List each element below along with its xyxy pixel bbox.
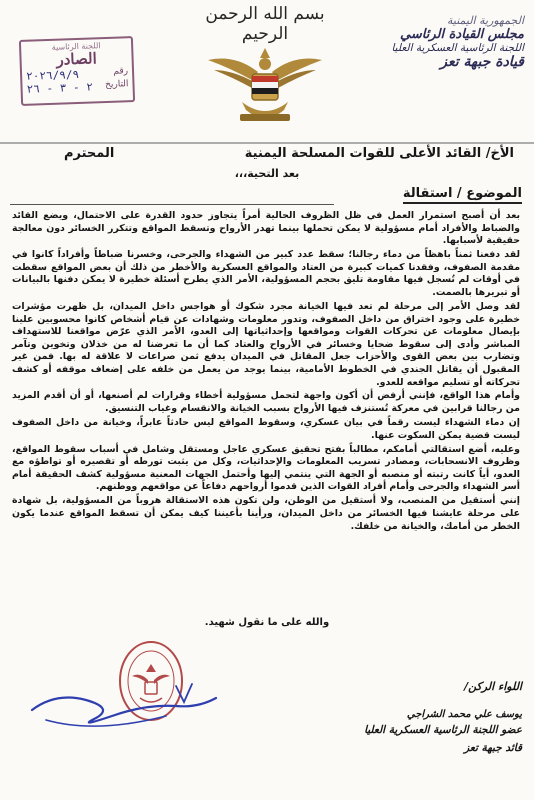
stamp-date-row	[22, 79, 132, 96]
body-paragraph: وأمام هذا الواقع، فإنني أرفض أن أكون واجهة لتحمل مسؤولية أخطاء وقرارات لم أصنعها، أو أن أقدم المزيد من رجالنا قرابين في معركة تُستنزف فيها الأرواح بسبب الخيانة والانقسام وغياب التنسيق.	[12, 390, 520, 415]
handwritten-signature-icon	[26, 676, 226, 736]
subject-line: الموضوع / استقالة	[403, 186, 522, 204]
body-paragraph: وعليه، أضع استقالتي أمامكم، مطالباً بفتح تحقيق عسكري عاجل ومستقل وشامل في أسباب سقوط المواقع، وظروف الانسحابات، ومصادر تسريب المعلومات والإحداثيات، وكل من يثبت تورطه أو تقصيره أو تواطؤه مع العدو، أياً كانت رتبته أو منصبه أو الجهة التي ينتمي إليها وأحتمل الجهات المعنية مسؤولية كشف الحقيقة أمام أسر الشهداء والجرحى وأمام أفراد القوات الذين قدموا أرواحهم دفاعاً عن مواقعهم ووطنهم.	[12, 443, 520, 493]
body-paragraph: إن دماء الشهداء ليست رقماً في بيان عسكري، وسقوط المواقع ليس حادثاً عابراً، وخيانة من داخل الصفوف ليست قضية يمكن السكوت عنها.	[12, 417, 520, 441]
basmala: بسم الله الرحمن الرحيم	[205, 4, 325, 44]
organization-header	[374, 14, 524, 70]
letter-body	[12, 210, 520, 535]
body-paragraph: إنني أستقيل من المنصب، ولا أستقيل من الوطن، ولن تكون هذه الاستقالة هروباً من المسؤولية، بل شهادة على مرحلة عايشنا فيها الخسائر من داخل الميدان، ورأينا بأعيننا كيف يمكن أن تسقط المواقع عندما يكون الخطر من أمامك، والخيانة من خلفك.	[12, 495, 520, 532]
header-divider	[0, 142, 534, 144]
signatory-title: عضو اللجنة الرئاسية العسكرية العليا	[364, 724, 522, 736]
signature-block	[312, 680, 522, 754]
closing-line: والله على ما نقول شهيد.	[204, 617, 330, 628]
outgoing-stamp	[19, 36, 135, 106]
org-line-front: قيادة جبهة تعز	[440, 54, 524, 70]
eagle-emblem-icon	[200, 40, 330, 135]
stamp-number-label: رقم	[113, 66, 129, 77]
greeting: بعد التحية،،،	[234, 167, 300, 180]
body-paragraph: لقد دفعنا ثمناً باهظاً من دماء رجالنا؛ سقط عدد كبير من الشهداء والجرحى، وخسرنا ضباطاً وأفراداً كانوا في مقدمة الصفوف، وفقدنا كميات كبيرة من العتاد والمواقع العسكرية والأخطر من ذلك أن بعض المواقع سقطت في أوقات لم تُسجل فيها مقاومة تليق بحجم المسؤولية، الأمر الذي يطرح أسئلة خطيرة لا يمكن دفنها بالبيانات أو تبريرها بالصمت.	[12, 249, 520, 298]
body-paragraph: بعد أن أصبح استمرار العمل في ظل الظروف الحالية أمراً يتجاوز حدود القدرة على الاحتمال، ويضع القائد والضباط والأفراد أمام مسؤولية لا يمكن تحملها بينما تهدر الأرواح وتسقط المواقع وتتكرر الخسائر دون معالجة حقيقية لأسبابها.	[12, 210, 520, 247]
stamp-date-value: ٢ - ٣ - ٢٦	[26, 80, 94, 96]
signatory-unit: قائد جبهة تعز	[464, 742, 522, 754]
org-line-country: الجمهورية اليمنية	[446, 14, 524, 27]
stamp-top: اللجنة الرئاسية	[51, 41, 101, 52]
signatory-name: يوسف علي محمد الشراجي	[406, 709, 522, 720]
signatory-rank: اللواء الركن/	[464, 680, 522, 693]
stamp-date-label: التاريخ	[104, 79, 129, 91]
body-paragraph: لقد وصل الأمر إلى مرحلة لم تعد فيها الخيانة مجرد شكوك أو هواجس داخل الميدان، بل ظهرت مؤشرات خطيرة على وجود اختراق من داخل الصفوف، وتدور معلومات وشهادات عن قيام أشخاص كانوا محسوبين علينا بإيصال معلومات عن تحركات القوات ومواقعها وإحداثياتها إلى العدو، الأمر الذي عرّض مواقعنا للاستهداف المباشر وأدى إلى سقوط ضحايا وخسائر في الأرواح والعتاد كما أن ما تعرضنا له من خذلان وتخوين وتآمر وتضارب بين بعض القوى والأحزاب جعل المقاتل في الميدان يدفع ثمن صراعات لا علاقة له بها. فمن غير المقبول أن يقاتل الجندي في الخطوط الأمامية، بينما يوجد من يعمل من خلفه على إضعاف موقفه أو كشف تحركاته أو تسليم مواقعه للعدو.	[12, 300, 520, 388]
org-line-committee: اللجنة الرئاسية العسكرية العليا	[391, 42, 524, 54]
subject-divider	[10, 204, 334, 205]
recipient-line: الأخ/ القائد الأعلى للقوات المسلحة اليمنية	[244, 146, 514, 161]
org-line-council: مجلس القيادة الرئاسي	[400, 27, 524, 42]
honorific: المحترم	[64, 146, 115, 161]
stamp-number-value: ٢٠٢٦/٩/٩	[25, 67, 80, 83]
stamp-title: الصادر	[56, 49, 98, 69]
